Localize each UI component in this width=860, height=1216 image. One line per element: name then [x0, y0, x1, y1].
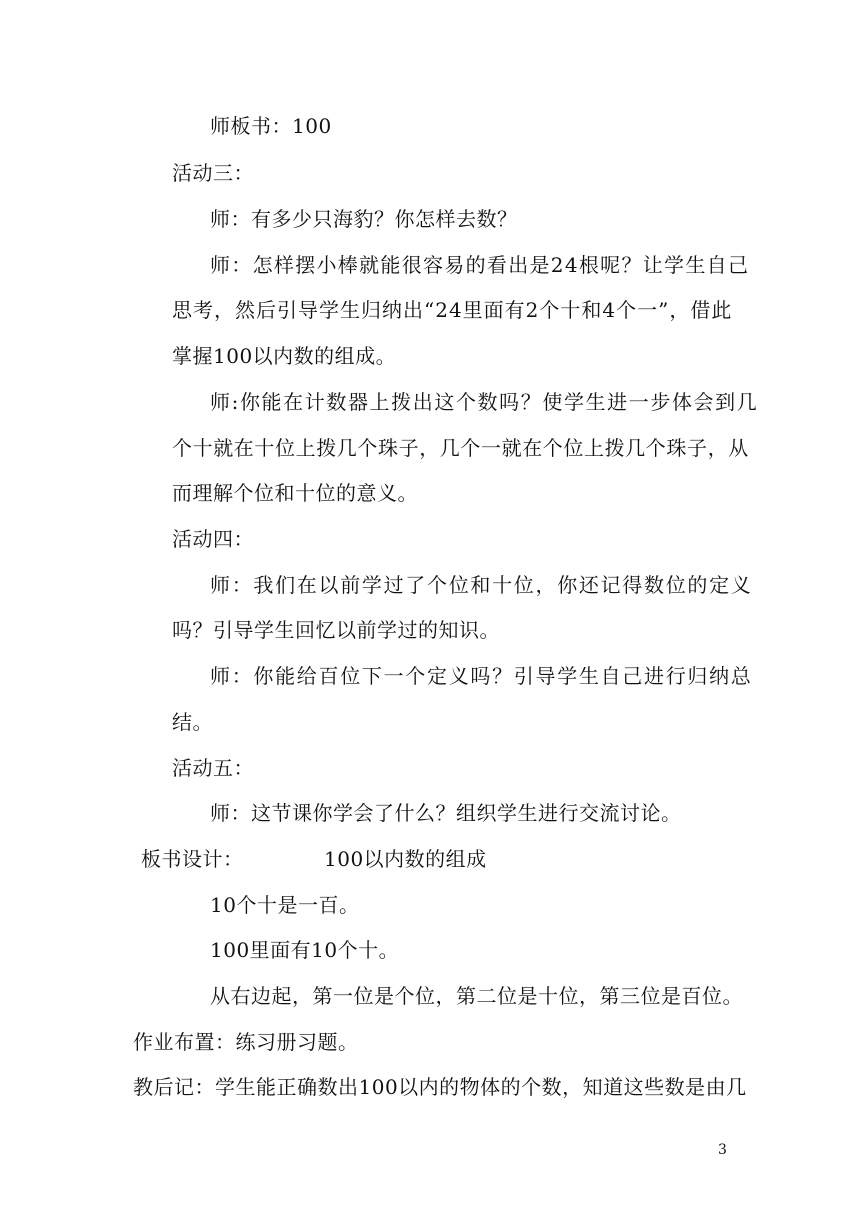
paragraph-line: 吗？引导学生回忆以前学过的知识。 [172, 618, 500, 642]
board-design-title: 100以内数的组成 [324, 847, 487, 871]
board-note: 师板书：100 [210, 114, 332, 138]
board-design-line: 10个十是一百。 [210, 893, 360, 917]
paragraph-line: 师:你能在计数器上拨出这个数吗？使学生进一步体会到几 [210, 390, 759, 414]
paragraph-line: 师：这节课你学会了什么？组织学生进行交流讨论。 [210, 801, 682, 825]
homework-line: 作业布置：练习册习题。 [133, 1030, 359, 1054]
reflection-line: 教后记：学生能正确数出100以内的物体的个数，知道这些数是由几 [133, 1075, 747, 1099]
board-design-line: 100里面有10个十。 [210, 938, 400, 962]
page-number: 3 [718, 1142, 727, 1158]
paragraph-line: 师：我们在以前学过了个位和十位，你还记得数位的定义 [210, 573, 753, 597]
paragraph-line: 师：你能给百位下一个定义吗？引导学生自己进行归纳总 [210, 664, 753, 688]
paragraph-line: 思考，然后引导学生归纳出“24里面有2个十和4个一”，借此 [172, 298, 733, 322]
paragraph-line: 个十就在十位上拨几个珠子，几个一就在个位上拨几个珠子，从 [172, 436, 749, 460]
paragraph-line: 而理解个位和十位的意义。 [172, 481, 418, 505]
activity-three-heading: 活动三： [172, 161, 254, 185]
board-design-line: 从右边起，第一位是个位，第二位是十位，第三位是百位。 [210, 984, 743, 1008]
activity-four-heading: 活动四： [172, 527, 254, 551]
paragraph-line: 结。 [172, 710, 213, 734]
paragraph-line: 掌握100以内数的组成。 [172, 344, 397, 368]
paragraph-line: 师：怎样摆小棒就能很容易的看出是24根呢？让学生自己 [210, 253, 750, 277]
board-design-label: 板书设计： [141, 847, 244, 871]
paragraph-line: 师：有多少只海豹？你怎样去数？ [210, 207, 518, 231]
activity-five-heading: 活动五： [172, 756, 254, 780]
